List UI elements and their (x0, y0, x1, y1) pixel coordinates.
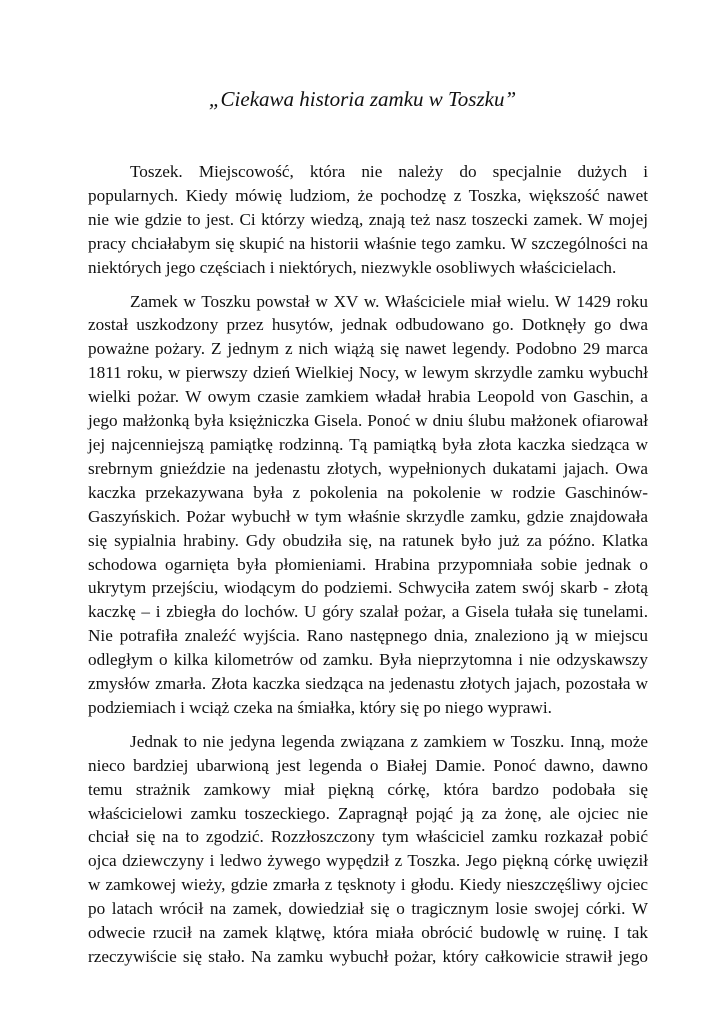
text-line: kaczkę – i zbiegła do lochów. U góry szalał pożar, a Gisela tułała się tunelami. (88, 602, 648, 622)
text-line: właścicielowi zamku toszeckiego. Zapragnął pojąć ją za żonę, ale ojciec nie (88, 803, 648, 823)
text-line: wielki pożar. W owym czasie zamkiem władał hrabia Leopold von Gaschin, a (88, 387, 648, 407)
text-line: Toszek. Miejscowość, która nie należy do specjalnie dużych i (130, 162, 648, 181)
text-line: odwecie rzucił na zamek klątwę, która miała obrócić budowlę w ruinę. I tak (88, 923, 648, 943)
paragraph-1 (88, 160, 648, 280)
text-line: został uszkodzony przez husytów, jednak odbudowano go. Dotknęły go dwa (88, 315, 648, 335)
text-line: niektórych jego częściach i niektórych, niezwykle osobliwych właścicielach. (88, 257, 617, 277)
text-line: nie wie gdzie to jest. Ci którzy wiedzą, znają też nasz toszecki zamek. W mojej (88, 209, 648, 229)
text-line: odległym o kilka kilometrów od zamku. Była nieprzytomna i nie odzyskawszy (88, 650, 648, 670)
text-line: poważne pożary. Z jednym z nich wiążą się nawet legendy. Podobno 29 marca (88, 339, 648, 359)
text-line: ojca dziewczyny i ledwo żywego wypędził z Toszka. Jego piękną córkę uwięził (88, 851, 648, 871)
text-line: schodowa ogarnięta była płomieniami. Hrabina przypomniała sobie jednak o (88, 554, 648, 574)
text-line: 1811 roku, w pierwszy dzień Wielkiej Nocy, w lewym skrzydle zamku wybuchł (88, 363, 648, 383)
document-body (88, 160, 648, 979)
text-line: kaczka przekazywana była z pokolenia na pokolenie w rodzie Gaschinów- (88, 482, 648, 502)
text-line: Nie potrafiła znaleźć wyjścia. Rano następnego dnia, znaleziono ją w miejscu (88, 626, 648, 646)
text-line: chciał się na to zgodzić. Rozzłoszczony tym właściciel zamku rozkazał pobić (88, 827, 648, 847)
text-line: zmysłów zmarła. Złota kaczka siedząca na jedenastu złotych jajach, pozostała w (88, 674, 648, 694)
document-title: „Ciekawa historia zamku w Toszku” (208, 87, 517, 111)
text-line: jego małżonką była księżniczka Gisela. Ponoć w dniu ślubu małżonek ofiarował (88, 411, 648, 431)
text-line: w zamkowej wieży, gdzie zmarła z tęsknoty i głodu. Kiedy nieszczęśliwy ojciec (88, 875, 648, 895)
text-line: rzeczywiście się stało. Na zamku wybuchł pożar, który całkowicie strawił jego (88, 947, 648, 966)
text-line: Zamek w Toszku powstał w XV w. Właściciele miał wielu. W 1429 roku (130, 291, 648, 311)
text-line: temu strażnik zamkowy miał piękną córkę, która bardzo podobała się (88, 779, 648, 799)
text-line: jej najcenniejszą pamiątkę rodzinną. Tą pamiątką była złota kaczka siedząca w (88, 434, 648, 454)
text-line: nieco bardziej ubarwioną jest legenda o Białej Damie. Ponoć dawno, dawno (88, 755, 648, 775)
paragraph-3 (88, 730, 648, 969)
text-line: podziemiach i wciąż czeka na śmiałka, który się po niego wyprawi. (88, 697, 552, 717)
text-line: popularnych. Kiedy mówię ludziom, że pochodzę z Toszka, większość nawet (88, 185, 648, 205)
text-line: srebrnym gnieździe na jedenastu złotych, wypełnionych dukatami jajach. Owa (88, 458, 648, 478)
text-line: ukrytym przejściu, wiodącym do podziemi. Schwyciła zatem swój skarb - złotą (88, 578, 648, 598)
paragraph-2 (88, 290, 648, 720)
text-line: po latach wrócił na zamek, dowiedział się o tragicznym losie swojej córki. W (88, 899, 648, 919)
text-line: się sypialnia hrabiny. Gdy obudziła się, na ratunek było już za późno. Klatka (88, 530, 648, 550)
text-line: Gaszyńskich. Pożar wybuchł w tym właśnie skrzydle zamku, gdzie znajdowała (88, 506, 648, 526)
text-line: Jednak to nie jedyna legenda związana z zamkiem w Toszku. Inną, może (130, 731, 648, 751)
text-line: pracy chciałabym się skupić na historii właśnie tego zamku. W szczególności na (88, 233, 648, 253)
